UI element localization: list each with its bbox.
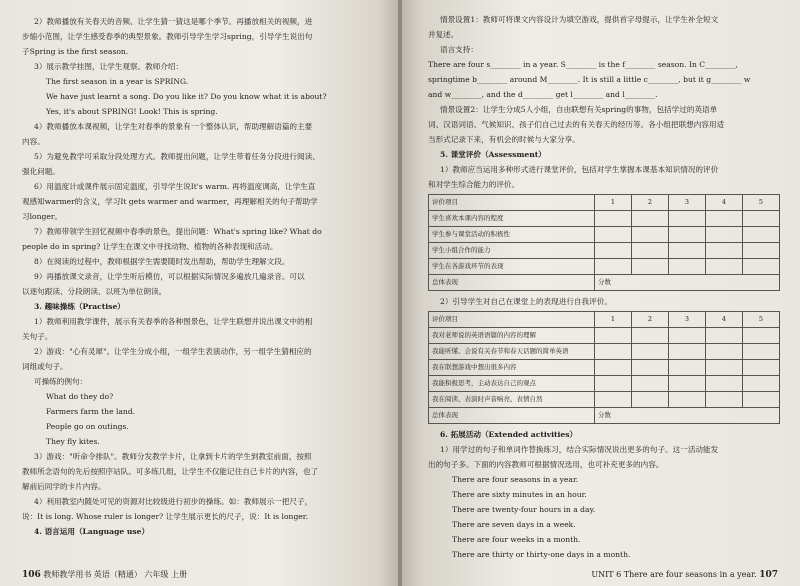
table-cell-item: 我对老师说的英语语篇的内容的理解 xyxy=(429,328,595,344)
table-row xyxy=(429,211,780,227)
table-row xyxy=(429,328,780,344)
table-cell-item: 我能听懂、会说有关春节和春天话题的简单英语 xyxy=(429,344,595,360)
table-cell-score xyxy=(595,227,632,243)
assessment-table-2 xyxy=(428,311,780,424)
table-cell-score xyxy=(743,243,780,259)
table-row xyxy=(429,376,780,392)
table-cell-item: 学生喜欢本课内容的程度 xyxy=(429,211,595,227)
table-cell-score xyxy=(706,392,743,408)
table-cell-score xyxy=(706,360,743,376)
table-cell-score xyxy=(632,328,669,344)
table-cell-score xyxy=(632,376,669,392)
table-row xyxy=(429,259,780,275)
table-cell-score xyxy=(743,211,780,227)
text-line: 内容。 xyxy=(22,137,45,146)
table-row xyxy=(429,344,780,360)
text-line: 7）教师带领学生回忆视频中春季的景色，提出问题：What's spring like? What do xyxy=(34,227,322,236)
assessment-table-1 xyxy=(428,194,780,291)
table-cell-score xyxy=(669,211,706,227)
text-line: 1）用学过的句子和单词作替换练习，结合实际情况说出更多的句子。这一活动能发 xyxy=(440,445,719,454)
text-line: 5. 课堂评价（Assessment） xyxy=(440,150,546,159)
text-line: 语言支持： xyxy=(440,45,478,54)
table-cell-item: 我能积极思考，主动表达自己的观点 xyxy=(429,376,595,392)
right-text-column xyxy=(428,12,780,562)
text-line: 情景设置2：让学生分成5人小组，自由联想有关spring的事物，包括学过的英语单 xyxy=(440,105,718,114)
table-cell-score xyxy=(743,392,780,408)
text-line: 步缩小范围，让学生感受春季的典型景象。教师引导学生学习spring，引导学生说出句 xyxy=(22,32,313,41)
text-line: 2）教师播放有关春天的音频、让学生猜一猜这是哪个季节。再播放相关的视频，进 xyxy=(34,17,313,26)
text-line: people do in spring? 让学生在课文中寻找动物、植物的各种表现和活动。 xyxy=(22,242,278,251)
left-page-number: 106 xyxy=(22,570,41,580)
table-cell-item: 我在联想游戏中想出很多内容 xyxy=(429,360,595,376)
table-cell-score xyxy=(595,392,632,408)
text-line: 1）教师利用教学课件，展示有关春季的各种图景色，让学生联想并说出课文中的相 xyxy=(34,317,313,326)
table-cell-item: 学生参与课堂活动的积极性 xyxy=(429,227,595,243)
text-line: springtime b________ around M________. It is still a little c________, but it g________ w xyxy=(428,75,751,84)
table-cell-score xyxy=(706,211,743,227)
text-line: There are thirty or thirty-one days in a month. xyxy=(452,550,631,559)
right-top-text xyxy=(428,12,780,192)
table-cell-score xyxy=(595,211,632,227)
table-total-label: 总体表现 xyxy=(429,408,595,424)
table-cell-item: 学生小组合作的能力 xyxy=(429,243,595,259)
table-cell-score xyxy=(632,259,669,275)
table-cell-score xyxy=(632,392,669,408)
text-line: There are seven days in a week. xyxy=(452,520,576,529)
text-line: People go on outings. xyxy=(46,422,129,431)
text-line: 8）在阅读的过程中，教师根据学生需要随时发出帮助，帮助学生理解文段。 xyxy=(34,257,290,266)
text-line: 3）展示教学挂图，让学生观察。教师介绍： xyxy=(34,62,184,71)
table-cell-score xyxy=(743,376,780,392)
table-header-score: 2 xyxy=(632,195,669,211)
text-line: 习longer。 xyxy=(22,212,63,221)
table-cell-score xyxy=(706,344,743,360)
left-text-column xyxy=(22,14,378,539)
text-line: 和对学生综合能力的评价。 xyxy=(428,180,520,189)
text-line: 6. 拓展活动（Extended activities） xyxy=(440,430,578,439)
text-line: They fly kites. xyxy=(46,437,100,446)
table-row xyxy=(429,360,780,376)
text-line: 子Spring is the first season. xyxy=(22,47,129,56)
text-line: 6）用温度计或课件展示固定温度，引导学生说It's warm. 再将温度调高，让学生直 xyxy=(34,182,316,191)
text-line: 当形式记录下来，有机会的时候与大家分享。 xyxy=(428,135,580,144)
text-line: 解前后同学的卡片内容。 xyxy=(22,482,106,491)
text-line: 观感知warmer的含义，学习It gets warmer and warmer，再理解相关的句子帮助学 xyxy=(22,197,318,206)
right-footer xyxy=(591,570,778,580)
table-cell-item: 学生在各游戏环节的表现 xyxy=(429,259,595,275)
table-header-item: 评价项目 xyxy=(429,195,595,211)
right-footer-title: There are four seasons in a year. xyxy=(623,570,757,579)
table-header-score: 4 xyxy=(706,195,743,211)
text-line: The first season in a year is SPRING. xyxy=(46,77,189,86)
right-bottom-text xyxy=(428,427,780,562)
table-cell-score xyxy=(669,328,706,344)
table-row xyxy=(429,392,780,408)
table-cell-score xyxy=(595,259,632,275)
table-cell-score xyxy=(743,227,780,243)
text-line: We have just learnt a song. Do you like it? Do you know what it is about? xyxy=(46,92,327,101)
table-header-score: 5 xyxy=(743,195,780,211)
table-cell-score xyxy=(669,227,706,243)
text-line: There are twenty-four hours in a day. xyxy=(452,505,596,514)
table-total-row xyxy=(429,275,780,291)
right-footer-unit: UNIT 6 xyxy=(591,570,622,579)
table-cell-score xyxy=(595,360,632,376)
text-line: There are four seasons in a year. xyxy=(452,475,579,484)
text-line: 强化问题。 xyxy=(22,167,60,176)
table-header-score: 1 xyxy=(595,195,632,211)
table-header-score: 3 xyxy=(669,195,706,211)
table-total-label: 总体表现 xyxy=(429,275,595,291)
table-cell-score xyxy=(706,376,743,392)
text-line: There are sixty minutes in an hour. xyxy=(452,490,587,499)
text-line: 4）利用教室内随处可见的资源对比较级进行初步的操练。如：教师展示一把尺子， xyxy=(34,497,313,506)
table-cell-score xyxy=(669,259,706,275)
text-line: 以逐句跟读、分段朗读、以班为单位朗读。 xyxy=(22,287,167,296)
table-cell-score xyxy=(669,376,706,392)
table-cell-score xyxy=(595,344,632,360)
text-line: Farmers farm the land. xyxy=(46,407,136,416)
left-page xyxy=(0,0,398,586)
text-line: 并复述。 xyxy=(428,30,459,39)
table-row xyxy=(429,243,780,259)
table-cell-score xyxy=(632,344,669,360)
text-line: 说：It is long. Whose ruler is longer? 让学生展示更长的尺子，说：It is longer. xyxy=(22,512,309,521)
text-line: 词组或句子。 xyxy=(22,362,68,371)
table-cell-score xyxy=(743,259,780,275)
text-line: 关句子。 xyxy=(22,332,53,341)
text-line: 4）教师播放本课视频，让学生对春季的景象有一个整体认识，帮助理解语篇的主要 xyxy=(34,122,313,131)
table-header-score: 5 xyxy=(743,312,780,328)
table-cell-score xyxy=(669,392,706,408)
text-line: 情景设置1：教师可将课文内容设计为填空游戏，提供首字母提示，让学生补全短文 xyxy=(440,15,719,24)
table-cell-item: 我在阅读、表演时声音响亮、表情自然 xyxy=(429,392,595,408)
table-cell-score xyxy=(595,376,632,392)
text-line: There are four weeks in a month. xyxy=(452,535,581,544)
table-cell-score xyxy=(669,360,706,376)
table-cell-score xyxy=(632,227,669,243)
table-cell-score xyxy=(632,211,669,227)
table-cell-score xyxy=(632,243,669,259)
table-header-score: 3 xyxy=(669,312,706,328)
text-line: 4. 语言运用（Language use） xyxy=(34,527,150,536)
text-line: 教师所念语句的先后按照序站队。可多练几组，让学生不仅能记住自己卡片的内容，也了 xyxy=(22,467,319,476)
left-footer xyxy=(22,569,187,580)
table-cell-score xyxy=(595,243,632,259)
text-line: 可操练的例句： xyxy=(34,377,88,386)
text-line: There are four s________ in a year. S________ is the f________ season. In C________, xyxy=(428,60,738,69)
table-cell-score xyxy=(669,344,706,360)
right-page xyxy=(402,0,800,586)
table-header-score: 4 xyxy=(706,312,743,328)
table-total-score: 分数 xyxy=(595,275,780,291)
text-line: 词、汉语词语、气候知识、孩子们自己过去的有关春天的经历等。各小组把联想内容用适 xyxy=(428,120,725,129)
left-footer-title: 教师教学用书 英语（精通） 六年级 上册 xyxy=(43,570,187,579)
text-line: 出的句子多。下面的内容教师可根据情况选用，也可补充更多的内容。 xyxy=(428,460,664,469)
text-line: 1）教师应当运用多种形式进行课堂评价，包括对学生掌握本课基本知识情况的评价 xyxy=(440,165,719,174)
self-assessment-note: 2）引导学生对自己在课堂上的表现进行自我评价。 xyxy=(440,297,612,306)
table-total-score: 分数 xyxy=(595,408,780,424)
table-cell-score xyxy=(595,328,632,344)
text-line: 3）游戏："听命令排队"。教师分发教学卡片，让拿到卡片的学生到教室前面，按照 xyxy=(34,452,312,461)
table-cell-score xyxy=(743,344,780,360)
table-total-row xyxy=(429,408,780,424)
right-page-number: 107 xyxy=(759,570,778,580)
table-header-item: 评价项目 xyxy=(429,312,595,328)
text-line: Yes, it's about SPRING! Look! This is spring. xyxy=(46,107,218,116)
text-line: 5）为避免教学可采取分段处理方式。教师提出问题，让学生带着任务分段进行阅读、 xyxy=(34,152,320,161)
table-cell-score xyxy=(706,259,743,275)
table-cell-score xyxy=(743,328,780,344)
table-header-score: 2 xyxy=(632,312,669,328)
table-cell-score xyxy=(706,243,743,259)
table-cell-score xyxy=(743,360,780,376)
text-line: 2）游戏："心有灵犀"。让学生分成小组，一组学生表演动作，另一组学生猜相应的 xyxy=(34,347,312,356)
text-line: 9）再播放课文录音，让学生听后模仿，可以根据实际情况多遍放几遍录音。可以 xyxy=(34,272,305,281)
table-cell-score xyxy=(669,243,706,259)
text-line: What do they do? xyxy=(46,392,114,401)
table-cell-score xyxy=(632,360,669,376)
text-line: and w________, and the d________ get l________ and l________. xyxy=(428,90,658,99)
table-row xyxy=(429,227,780,243)
table-cell-score xyxy=(706,227,743,243)
table-header-score: 1 xyxy=(595,312,632,328)
text-line: 3. 趣味操练（Practise） xyxy=(34,302,125,311)
table-cell-score xyxy=(706,328,743,344)
